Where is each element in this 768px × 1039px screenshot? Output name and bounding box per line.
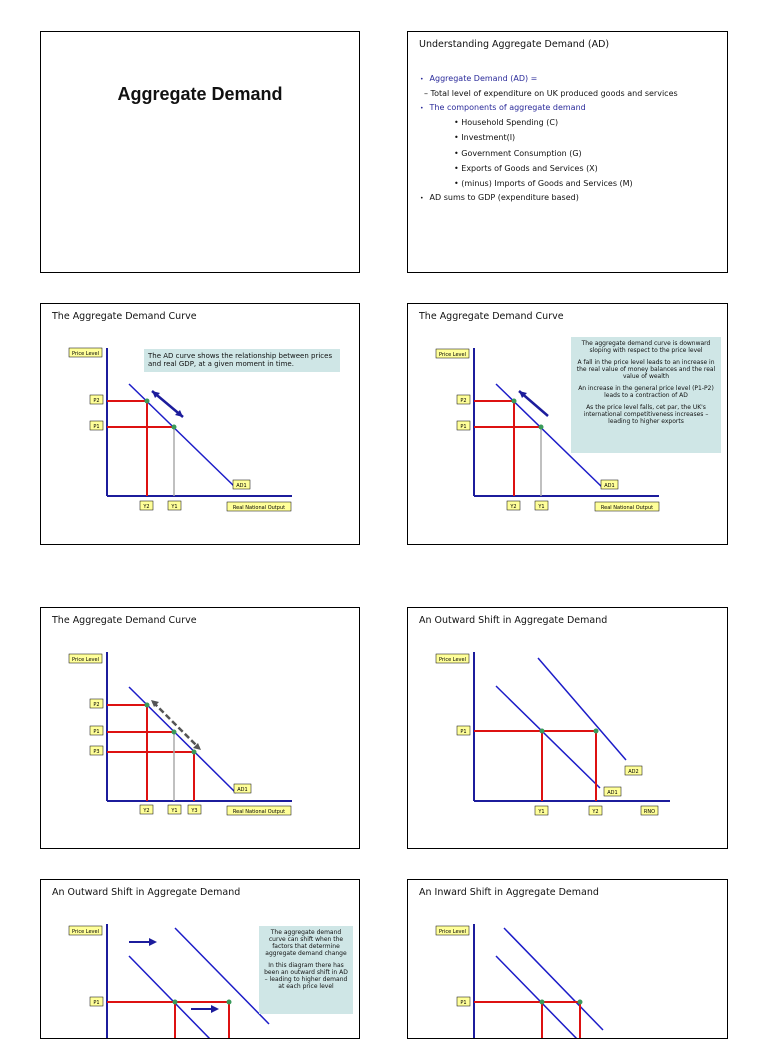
ad2-curve xyxy=(175,928,269,1024)
bullet-dot-icon: • xyxy=(420,195,424,202)
point-icon xyxy=(512,399,517,404)
bullet-3-text: AD sums to GDP (expenditure based) xyxy=(429,193,579,202)
slide-6-title: An Outward Shift in Aggregate Demand xyxy=(419,615,608,626)
bullet-2-text: The components of aggregate demand xyxy=(429,103,586,112)
bullet-dot-icon: • xyxy=(420,105,424,112)
bullet-1-text: Aggregate Demand (AD) = xyxy=(429,74,538,83)
bullet-1 xyxy=(420,74,537,83)
p1-label: P1 xyxy=(93,1000,100,1006)
p2-label: P2 xyxy=(460,398,467,404)
shift-explanation xyxy=(259,926,353,1014)
slide-8-title: An Inward Shift in Aggregate Demand xyxy=(419,887,599,898)
point-icon xyxy=(227,1000,232,1005)
ad1-curve xyxy=(496,686,600,788)
point-icon xyxy=(540,1000,545,1005)
component-1: • Household Spending (C) xyxy=(454,118,559,127)
point-icon xyxy=(145,703,150,708)
y2-label: Y2 xyxy=(592,809,599,815)
p2-label: P2 xyxy=(93,398,100,404)
p1-label: P1 xyxy=(93,424,100,430)
note-para: As the price level falls, cet par, the UK's international competitiveness increases – leading to higher exports xyxy=(583,404,709,425)
slide-5-title: The Aggregate Demand Curve xyxy=(52,615,197,626)
note-para: A fall in the price level leads to an increase in the real value of money balances and the real value of wealth xyxy=(576,359,716,380)
slide-5 xyxy=(40,607,360,849)
slide-4 xyxy=(407,303,728,545)
note-para: The aggregate demand curve is downward sloping with respect to the price level xyxy=(581,340,711,354)
slide-7-title: An Outward Shift in Aggregate Demand xyxy=(52,887,241,898)
p1-label: P1 xyxy=(460,1000,467,1006)
ad1-label: AD1 xyxy=(237,787,248,793)
point-icon xyxy=(172,730,177,735)
ad2-label: AD2 xyxy=(628,769,639,775)
point-icon xyxy=(172,425,177,430)
ad1-label: AD1 xyxy=(236,483,247,489)
component-5: • (minus) Imports of Goods and Services (M) xyxy=(454,179,633,188)
arrowhead-icon xyxy=(211,1005,219,1013)
sub-bullet-1: – Total level of expenditure on UK produced goods and services xyxy=(424,89,678,98)
y2-label: Y2 xyxy=(143,808,150,814)
slide-2 xyxy=(407,31,728,273)
bullet-2 xyxy=(420,103,586,112)
outward-shift-chart xyxy=(408,608,728,849)
y2-label: Y2 xyxy=(510,504,517,510)
arrowhead-icon xyxy=(149,938,157,946)
p2-label: P2 xyxy=(93,702,100,708)
rno-label: RNO xyxy=(643,809,656,815)
price-level-label: Price Level xyxy=(439,352,466,358)
component-2: • Investment(I) xyxy=(454,133,516,142)
bullet-dot-icon: • xyxy=(420,76,424,83)
y3-label: Y3 xyxy=(191,808,198,814)
slide-8 xyxy=(407,879,728,1039)
note-para: In this diagram there has been an outward shift in AD – leading to higher demand at each price level xyxy=(264,962,348,990)
point-icon xyxy=(539,425,544,430)
note-para: The aggregate demand curve can shift when the factors that determine aggregate demand change xyxy=(265,929,347,957)
component-3: • Government Consumption (G) xyxy=(454,149,582,158)
real-output-label: Real National Output xyxy=(232,809,286,815)
p1-label: P1 xyxy=(460,424,467,430)
ad-curve-inner xyxy=(496,956,578,1039)
ad-curve-chart-1 xyxy=(41,304,360,545)
y1-label: Y1 xyxy=(171,808,178,814)
inward-shift-chart xyxy=(408,880,728,1039)
slide-7 xyxy=(40,879,360,1039)
p3-label: P3 xyxy=(93,749,100,755)
p1-label: P1 xyxy=(93,729,100,735)
slide-4-title: The Aggregate Demand Curve xyxy=(419,311,564,322)
ad-curve-chart-3 xyxy=(41,608,360,849)
price-level-label: Price Level xyxy=(72,351,99,357)
point-icon xyxy=(578,1000,583,1005)
slide-1-title: Aggregate Demand xyxy=(117,84,283,104)
component-4: • Exports of Goods and Services (X) xyxy=(454,164,598,173)
price-level-label: Price Level xyxy=(72,929,99,935)
ad-curve-explanation xyxy=(571,337,721,453)
point-icon xyxy=(173,1000,178,1005)
y1-label: Y1 xyxy=(538,809,545,815)
ad1-label: AD1 xyxy=(607,790,618,796)
y1-label: Y1 xyxy=(171,504,178,510)
slide-2-title: Understanding Aggregate Demand (AD) xyxy=(419,39,610,50)
point-icon xyxy=(145,399,150,404)
slide-6 xyxy=(407,607,728,849)
arrowhead-icon xyxy=(151,700,159,707)
ad1-label: AD1 xyxy=(604,483,615,489)
p1-label: P1 xyxy=(460,729,467,735)
y2-label: Y2 xyxy=(143,504,150,510)
price-level-label: Price Level xyxy=(439,657,466,663)
point-icon xyxy=(594,729,599,734)
ad-curve-note: The AD curve shows the relationship between prices and real GDP, at a given moment in time. xyxy=(144,349,340,372)
slide-3 xyxy=(40,303,360,545)
y1-label: Y1 xyxy=(538,504,545,510)
bullet-3 xyxy=(420,193,579,202)
ad2-curve xyxy=(538,658,626,760)
note-para: An increase in the general price level (P1-P2) leads to a contraction of AD xyxy=(578,385,714,399)
slide-3-title: The Aggregate Demand Curve xyxy=(52,311,197,322)
slide-1 xyxy=(40,31,360,273)
point-icon xyxy=(540,729,545,734)
price-level-label: Price Level xyxy=(439,929,466,935)
real-output-label: Real National Output xyxy=(232,505,286,511)
real-output-label: Real National Output xyxy=(600,505,654,511)
ad1-curve xyxy=(129,956,211,1039)
price-level-label: Price Level xyxy=(72,657,99,663)
point-icon xyxy=(192,750,197,755)
dashed-arrow-icon xyxy=(153,702,199,748)
ad-curve xyxy=(129,687,236,793)
